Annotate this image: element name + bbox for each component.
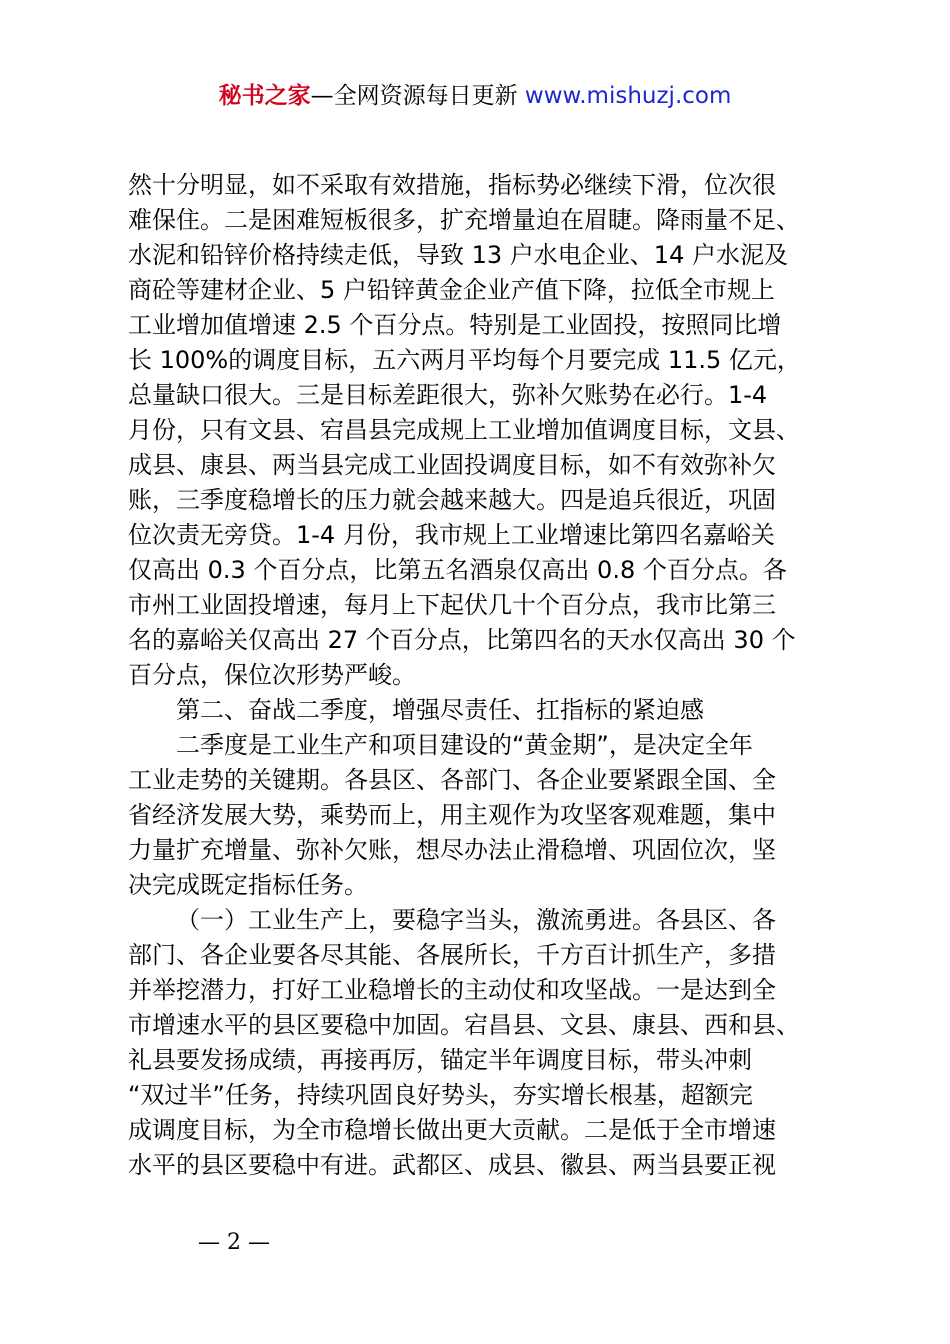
text-line: 工业增加值增速 2.5 个百分点。特别是工业固投，按照同比增	[128, 311, 782, 339]
text-line: 仅高出 0.3 个百分点，比第五名酒泉仅高出 0.8 个百分点。各	[128, 556, 787, 584]
text-line: 百分点，保位次形势严峻。	[128, 661, 416, 689]
section-heading: 第二、奋战二季度，增强尽责任、扛指标的紧迫感	[176, 696, 704, 724]
text-line: 决完成既定指标任务。	[128, 871, 368, 899]
text-line: 成调度目标，为全市稳增长做出更大贡献。二是低于全市增速	[128, 1116, 776, 1144]
text-line: 成县、康县、两当县完成工业固投调度目标，如不有效弥补欠	[128, 451, 776, 479]
text-line: 部门、各企业要各尽其能、各展所长，千方百计抓生产，多措	[128, 941, 776, 969]
brand-name: 秘书之家	[218, 83, 311, 109]
site-url-link[interactable]: www.mishuzj.com	[524, 83, 732, 109]
text-line: “双过半”任务，持续巩固良好势头，夯实增长根基，超额完	[128, 1081, 753, 1109]
text-line: 市州工业固投增速，每月上下起伏几十个百分点，我市比第三	[128, 591, 776, 619]
text-line: 水泥和铅锌价格持续走低，导致 13 户水电企业、14 户水泥及	[128, 241, 788, 269]
text-line: 然十分明显，如不采取有效措施，指标势必继续下滑，位次很	[128, 171, 776, 199]
text-line: 力量扩充增量、弥补欠账，想尽办法止滑稳增、巩固位次，坚	[128, 836, 776, 864]
text-line: 位次责无旁贷。1-4 月份，我市规上工业增速比第四名嘉峪关	[128, 521, 775, 549]
text-line: 省经济发展大势，乘势而上，用主观作为攻坚客观难题，集中	[128, 801, 776, 829]
text-line: 长 100%的调度目标，五六两月平均每个月要完成 11.5 亿元，	[128, 346, 801, 374]
page-number: — 2 —	[198, 1230, 270, 1255]
text-line: 商砼等建材企业、5 户铅锌黄金企业产值下降，拉低全市规上	[128, 276, 775, 304]
text-line: 名的嘉峪关仅高出 27 个百分点，比第四名的天水仅高出 30 个	[128, 626, 796, 654]
text-line: 月份，只有文县、宕昌县完成规上工业增加值调度目标，文县、	[128, 416, 800, 444]
text-line: 市增速水平的县区要稳中加固。宕昌县、文县、康县、西和县、	[128, 1011, 800, 1039]
header-tagline: —全网资源每日更新	[310, 83, 525, 109]
paragraph-start: 二季度是工业生产和项目建设的“黄金期”，是决定全年	[176, 731, 753, 759]
text-line: 工业走势的关键期。各县区、各部门、各企业要紧跟全国、全	[128, 766, 776, 794]
site-header	[0, 80, 950, 112]
text-line: 账，三季度稳增长的压力就会越来越大。四是追兵很近，巩固	[128, 486, 776, 514]
text-line: 难保住。二是困难短板很多，扩充增量迫在眉睫。降雨量不足、	[128, 206, 800, 234]
document-body	[128, 168, 840, 1183]
subsection-heading: （一）工业生产上，要稳字当头，激流勇进。各县区、各	[176, 906, 776, 934]
text-line: 并举挖潜力，打好工业稳增长的主动仗和攻坚战。一是达到全	[128, 976, 776, 1004]
text-line: 礼县要发扬成绩，再接再厉，锚定半年调度目标，带头冲刺	[128, 1046, 752, 1074]
text-line: 水平的县区要稳中有进。武都区、成县、徽县、两当县要正视	[128, 1151, 776, 1179]
text-line: 总量缺口很大。三是目标差距很大，弥补欠账势在必行。1-4	[128, 381, 768, 409]
